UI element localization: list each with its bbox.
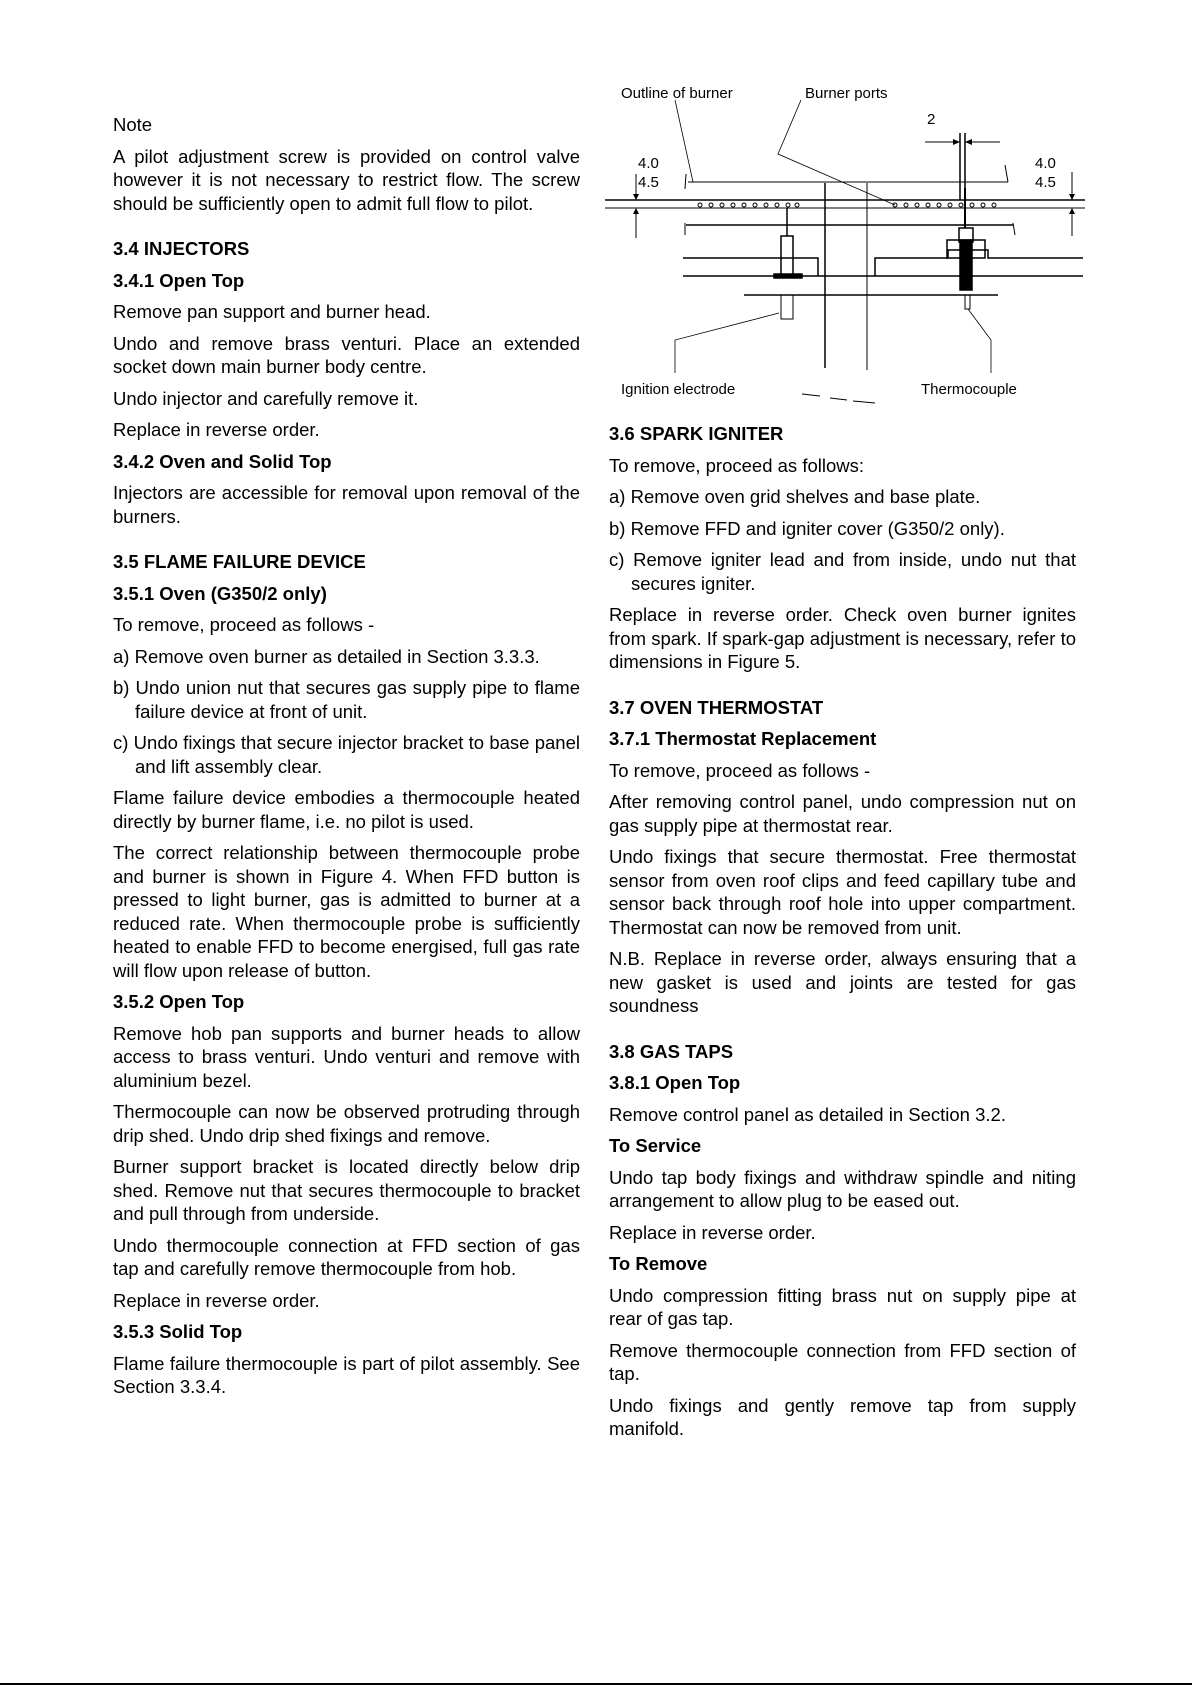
paragraph: Remove thermocouple connection from FFD section of tap. [609,1339,1076,1384]
list-item: c) Undo fixings that secure injector bracket to base panel and lift assembly clear. [113,732,580,777]
heading-to-service: To Service [609,1135,702,1156]
right-column [609,422,1076,1449]
label-outline-of-burner: Outline of burner [621,85,733,102]
heading-3-4-1: 3.4.1 Open Top [113,269,245,291]
heading-3-7-1: 3.7.1 Thermostat Replacement [609,728,877,749]
note-text: A pilot adjustment screw is provided on control valve however it is not necessary to restrict flow. The screw should be sufficiently open to admit full flow to pilot. [113,145,580,214]
dim-left-1: 4.0 [638,155,659,172]
paragraph: Replace in reverse order. Check oven burner ignites from spark. If spark-gap adjustment is necessary, refer to dimensions in Figure 5. [609,604,1076,672]
label-thermocouple: Thermocouple [921,381,1017,398]
burner-diagram [605,78,1085,413]
dim-gap: 2 [927,111,936,128]
paragraph: N.B. Replace in reverse order, always ensuring that a new gasket is used and joints are tested for gas soundness [609,948,1076,1016]
paragraph: Undo compression fitting brass nut on supply pipe at rear of gas tap. [609,1284,1076,1329]
heading-3-5-3: 3.5.3 Solid Top [113,1321,243,1342]
paragraph: Undo fixings that secure thermostat. Free thermostat sensor from oven roof clips and feed capillary tube and sensor back through roof hole into upper compartment. Thermostat can now be removed from unit. [609,846,1076,938]
label-ignition-electrode: Ignition electrode [621,381,736,398]
left-column [113,113,580,1407]
list-item: c) Remove igniter lead and from inside, undo nut that secures igniter. [609,549,1076,594]
paragraph: Flame failure thermocouple is part of pilot assembly. See Section 3.3.4. [113,1352,580,1397]
paragraph: Remove control panel as detailed in Section 3.2. [609,1103,1006,1125]
heading-3-6: 3.6 SPARK IGNITER [609,423,784,444]
note-heading: Note [113,114,153,135]
heading-3-4: 3.4 INJECTORS [113,238,250,259]
paragraph: Replace in reverse order. [113,1289,320,1311]
paragraph: To remove, proceed as follows: [609,454,865,476]
paragraph: To remove, proceed as follows - [609,759,871,781]
label-burner-ports: Burner ports [805,85,888,102]
paragraph: Injectors are accessible for removal upon removal of the burners. [113,482,580,527]
heading-3-8: 3.8 GAS TAPS [609,1040,734,1062]
paragraph: Undo thermocouple connection at FFD section of gas tap and carefully remove thermocouple from hob. [113,1234,580,1279]
paragraph: To remove, proceed as follows - [113,614,375,635]
heading-3-5: 3.5 FLAME FAILURE DEVICE [113,551,366,572]
list-item: a) Remove oven burner as detailed in Section 3.3.3. [113,645,540,667]
paragraph: Remove hob pan supports and burner heads to allow access to brass venturi. Undo venturi and remove with aluminium bezel. [113,1022,580,1091]
paragraph: Burner support bracket is located directly below drip shed. Remove nut that secures thermocouple to bracket and pull through from underside. [113,1156,580,1224]
heading-3-5-1: 3.5.1 Oven (G350/2 only) [113,582,327,604]
paragraph: Flame failure device embodies a thermocouple heated directly by burner flame, i.e. no pilot is used. [113,787,580,832]
paragraph: Undo tap body fixings and withdraw spindle and niting arrangement to allow plug to be eased out. [609,1166,1076,1211]
paragraph: Remove pan support and burner head. [113,301,431,322]
paragraph: Thermocouple can now be observed protruding through drip shed. Undo drip shed fixings and remove. [113,1101,580,1146]
paragraph: Replace in reverse order. [609,1221,816,1243]
paragraph: Undo fixings and gently remove tap from supply manifold. [609,1394,1076,1439]
paragraph: Replace in reverse order. [113,419,320,440]
burner-diagram-svg [605,78,1085,413]
list-item: b) Remove FFD and igniter cover (G350/2 only). [609,517,1005,539]
heading-3-7: 3.7 OVEN THERMOSTAT [609,696,824,718]
heading-to-remove: To Remove [609,1253,708,1274]
paragraph: The correct relationship between thermocouple probe and burner is shown in Figure 4. When FFD button is pressed to light burner, gas is admitted to burner at a reduced rate. When thermocouple probe is sufficiently heated to enable FFD to become energised, full gas rate will flow upon release of button. [113,842,580,981]
list-item: b) Undo union nut that secures gas supply pipe to flame failure device at front of unit. [113,677,580,722]
dim-right-1: 4.0 [1035,155,1056,172]
dim-right-2: 4.5 [1035,174,1056,191]
paragraph: Undo injector and carefully remove it. [113,387,419,409]
paragraph: After removing control panel, undo compression nut on gas supply pipe at thermostat rear. [609,791,1076,836]
heading-3-4-2: 3.4.2 Oven and Solid Top [113,450,332,472]
heading-3-8-1: 3.8.1 Open Top [609,1072,741,1093]
heading-3-5-2: 3.5.2 Open Top [113,991,245,1012]
list-item: a) Remove oven grid shelves and base plate. [609,486,981,507]
dim-left-2: 4.5 [638,174,659,191]
paragraph: Undo and remove brass venturi. Place an extended socket down main burner body centre. [113,332,580,377]
